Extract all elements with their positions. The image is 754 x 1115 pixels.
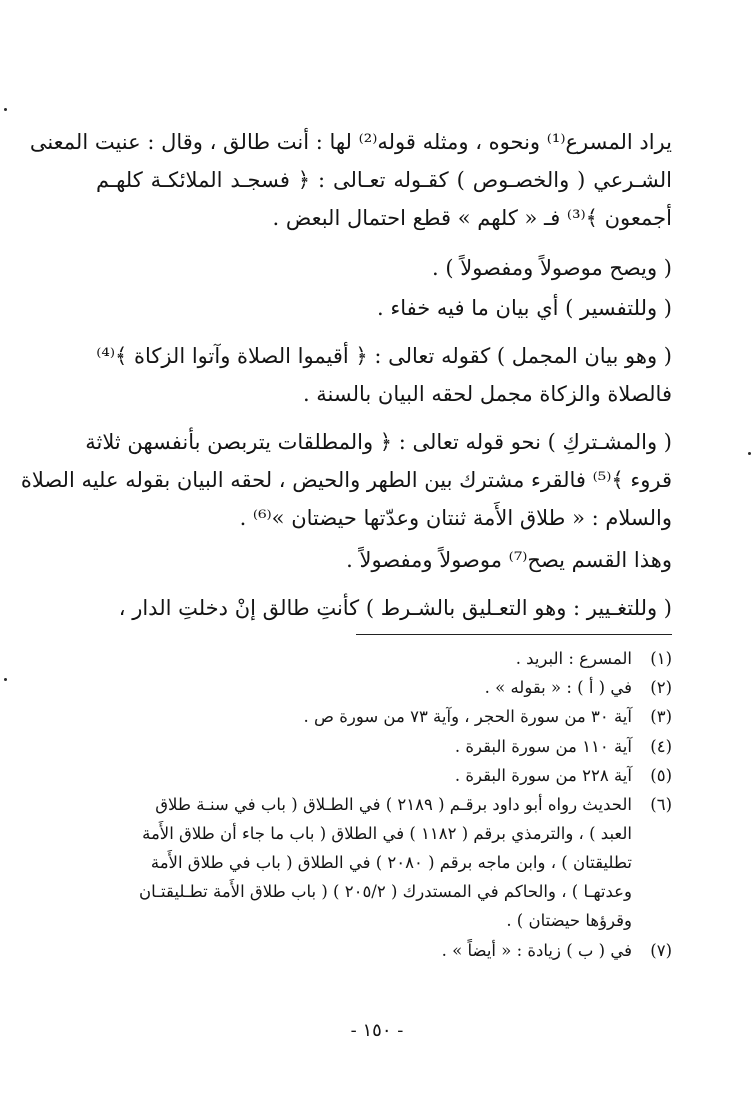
body-line: ( وللتغـيير : وهو التعـليق بالشـرط ) كأنتِ طالق إنْ دخلتِ الدار ،	[118, 596, 672, 620]
page-number: - ١٥٠ -	[350, 1020, 404, 1041]
footnote-continuation: تطليقتان ) ، وابن ماجه برقم ( ٢٠٨٠ ) في الطلاق ( باب في طلاق الأَمة	[150, 853, 632, 872]
margin-mark	[748, 452, 751, 455]
footnote-number: (٢)	[650, 678, 672, 697]
body-line: الشـرعي ( والخصـوص ) كقـوله تعـالى : ﴿ فسجـد الملائكـة كلهـم	[96, 168, 672, 192]
footnote-text: آية ٣٠ من سورة الحجر ، وآية ٧٣ من سورة ص .	[303, 707, 632, 726]
body-line: والسلام : « طلاق الأَمة ثنتان وعدّتها حيضتان »⁽⁶⁾ .	[239, 506, 672, 530]
footnote-number: (٥)	[650, 766, 672, 785]
body-line: ( والمشـتركِ ) نحو قوله تعالى : ﴿ والمطلقات يتربصن بأنفسهن ثلاثة	[85, 430, 672, 454]
body-line: ( ويصح موصولاً ومفصولاً ) .	[432, 256, 672, 280]
footnote-text: في ( ب ) زيادة : « أيضاً » .	[441, 941, 632, 960]
footnote-continuation: وعدتهـا ) ، والحاكم في المستدرك ( ٢٠٥/٢ ) ( باب طلاق الأَمة تطـليقتـان	[139, 882, 632, 901]
footnote-separator	[356, 634, 672, 635]
footnote-number: (٣)	[650, 707, 672, 726]
body-line: فالصلاة والزكاة مجمل لحقه البيان بالسنة .	[302, 382, 672, 406]
footnote-text: في ( أ ) : « بقوله » .	[484, 678, 632, 697]
footnote	[96, 736, 672, 758]
footnote	[96, 765, 672, 787]
footnote	[96, 677, 672, 699]
footnote	[96, 794, 672, 816]
footnote-text: آية ١١٠ من سورة البقرة .	[454, 737, 632, 756]
body-line: يراد المسرع⁽¹⁾ ونحوه ، ومثله قوله⁽²⁾ لها : أنت طالق ، وقال : عنيت المعنى	[29, 130, 672, 154]
body-line: قروء ﴾⁽⁵⁾ فالقرء مشترك بين الطهر والحيض ، لحقه البيان بقوله عليه الصلاة	[20, 468, 672, 492]
body-line: ( وللتفسير ) أي بيان ما فيه خفاء .	[376, 296, 672, 320]
margin-mark	[4, 678, 7, 681]
body-line: ( وهو بيان المجمل ) كقوله تعالى : ﴿ أقيموا الصلاة وآتوا الزكاة ﴾⁽⁴⁾	[96, 344, 672, 368]
footnote-continuation: العبد ) ، والترمذي برقم ( ١١٨٢ ) في الطلاق ( باب ما جاء أن طلاق الأَمة	[142, 824, 632, 843]
footnote-text: آية ٢٢٨ من سورة البقرة .	[454, 766, 632, 785]
footnote	[96, 706, 672, 728]
footnote	[96, 648, 672, 670]
footnote-text: الحديث رواه أبو داود برقـم ( ٢١٨٩ ) في الطـلاق ( باب في سنـة طلاق	[155, 795, 632, 814]
footnote-number: (٧)	[650, 941, 672, 960]
footnote-number: (٦)	[650, 795, 672, 814]
body-line: وهذا القسم يصح⁽⁷⁾ موصولاً ومفصولاً .	[346, 548, 672, 572]
footnote	[96, 940, 672, 962]
footnote-number: (٤)	[650, 737, 672, 756]
footnote-number: (١)	[650, 649, 672, 668]
margin-mark	[4, 108, 7, 111]
body-line: أجمعون ﴾⁽³⁾ فـ « كلهم » قطع احتمال البعض .	[272, 206, 672, 230]
footnote-text: المسرع : البريد .	[515, 649, 632, 668]
footnote-continuation: وقرؤها حيضتان ) .	[506, 911, 632, 930]
